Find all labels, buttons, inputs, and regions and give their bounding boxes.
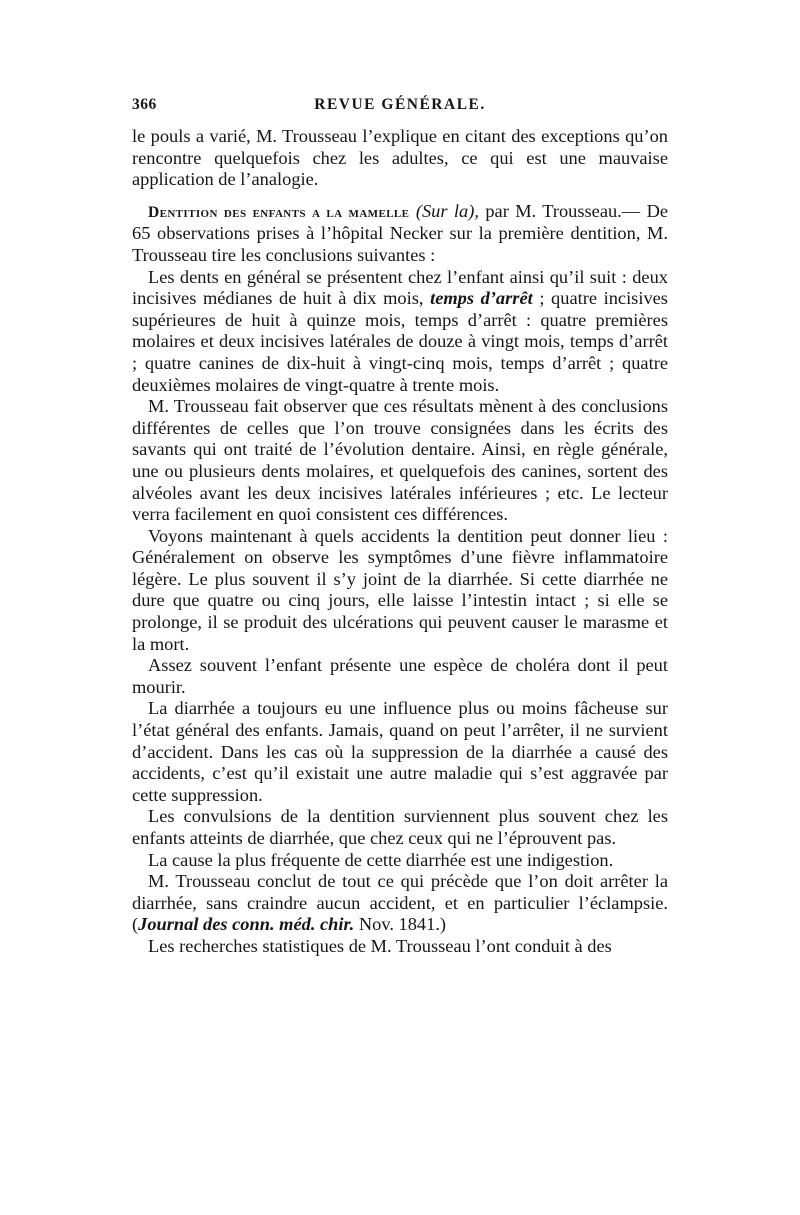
running-head [132,96,668,126]
section-subtitle-text: (Sur la), [415,200,479,221]
section-title: Dentition des enfants a la mamelle [148,203,410,221]
temps-arret-emphasis: temps d’arrêt [430,288,533,309]
citation-date: Nov. 1841.) [354,914,447,935]
page-number: 366 [132,96,157,113]
paragraph-dentition-heading [132,201,668,267]
paragraph-recherches: Les recherches statistiques de M. Trousseau l’ont conduit à des [148,935,612,956]
paragraph-convulsions: Les convulsions de la dentition surviennent plus souvent chez les enfants atteints de diarrhée, que chez ceux qui ne l’éprouvent pas. [132,806,668,848]
journal-citation: Journal des conn. méd. chir. [138,914,355,935]
paragraph-dents-ordre [132,267,668,397]
body-text [132,126,668,958]
dents-ordre-part-b: ; quatre incisives supérieures de huit à quinze mois, temps d’arrêt : quatre premières molaires et deux incisives latérales de douze à vingt mois, temps d’arrêt ; quatre canines de dix-huit à vingt-cinq mois, temps d’arrêt ; quatre deuxièmes molaires de vingt-quatre à trente mois. [132,288,668,395]
paragraph-conclusion-trousseau [132,871,668,936]
conclusion-text: M. Trousseau conclut de tout ce qui précède que l’on doit arrêter la diarrhée, sans craindre aucun accident, et en particulier l’éclampsie. ( [132,871,668,935]
running-title: REVUE GÉNÉRALE. [314,96,486,113]
page [132,96,668,958]
paragraph-accidents: Voyons maintenant à quels accidents la dentition peut donner lieu : Généralement on observe les symptômes d’une fièvre inflammatoire légère. Le plus souvent il s’y joint de la diarrhée. Si cette diarrhée ne dure que quatre ou cinq jours, elle laisse l’intestin intact ; si elle se prolonge, il se produit des ulcérations qui peuvent causer le marasme et la mort. [132,525,668,654]
paragraph-pouls: le pouls a varié, M. Trousseau l’explique en citant des exceptions qu’on rencontre quelquefois chez les adultes, ce qui est une mauvaise application de l’analogie. [132,126,668,190]
paragraph-conclusions: M. Trousseau fait observer que ces résultats mènent à des conclusions différentes de celles que l’on trouve consignées dans les écrits des savants qui ont traité de l’évolution dentaire. Ainsi, en règle générale, une ou plusieurs dents molaires, et quelquefois des canines, sortent des alvéoles avant les deux incisives latérales inférieures ; etc. Le lecteur verra facilement en quoi consistent ces différences. [132,396,668,525]
paragraph-cholera: Assez souvent l’enfant présente une espèce de choléra dont il peut mourir. [132,655,668,697]
paragraph-cause: La cause la plus fréquente de cette diarrhée est une indigestion. [148,849,614,870]
dents-ordre-part-a: Les dents en général se présentent chez l’enfant ainsi qu’il suit : deux incisives médianes de huit à dix mois, [132,266,668,309]
paragraph-diarrhee-influence: La diarrhée a toujours eu une influence plus ou moins fâcheuse sur l’état général des enfants. Jamais, quand on peut l’arrêter, il ne survient d’accident. Dans les cas où la suppression de la diarrhée a causé des accidents, c’est qu’il existait une autre maladie qui s’est aggravée par cette suppression. [132,698,668,805]
section-intro: par M. Trousseau.— De 65 observations prises à l’hôpital Necker sur la première dentition, M. Trousseau tire les conclusions suivantes : [132,200,669,265]
section-subtitle [416,201,479,221]
